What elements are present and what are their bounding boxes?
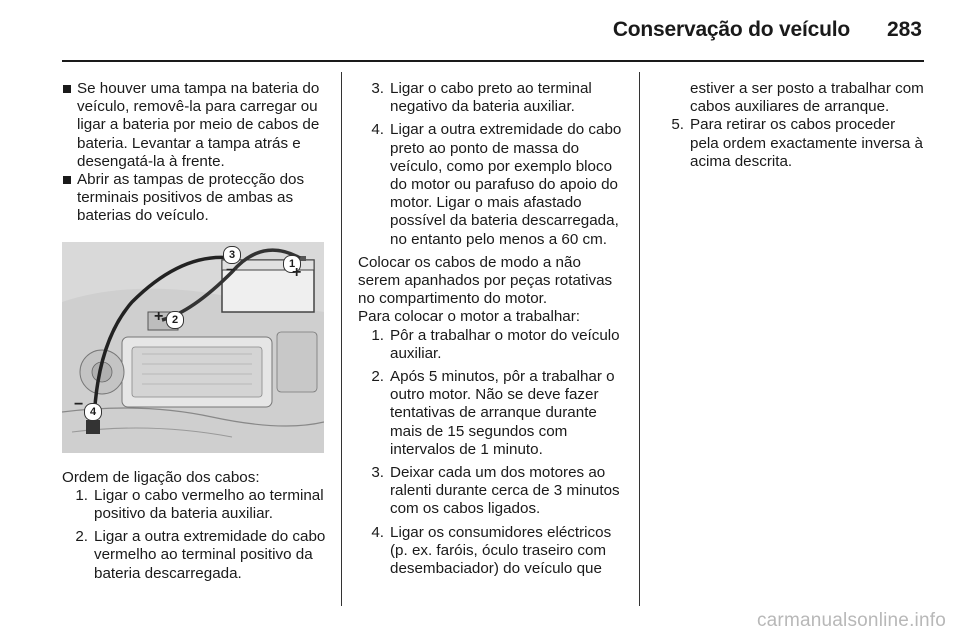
page-title: Conservação do veículo bbox=[612, 18, 850, 41]
plus-sign: + bbox=[154, 307, 164, 325]
column-1 bbox=[62, 80, 328, 588]
column-divider-1 bbox=[341, 72, 342, 606]
bullet-item: Abrir as tampas de protecção dos terminais positivos de ambas as baterias do veículo. bbox=[62, 171, 328, 226]
step-number: 3. bbox=[371, 464, 384, 482]
step-text: Ligar os consumidores eléctricos (p. ex. faróis, óculo traseiro com desembaciador) do veículo que bbox=[390, 523, 612, 578]
step-number: 2. bbox=[371, 368, 384, 386]
page-number: 283 bbox=[886, 18, 922, 41]
list-item bbox=[70, 528, 328, 583]
step-text: Para retirar os cabos proceder pela ordem exactamente inversa à acima descrita. bbox=[690, 116, 924, 170]
list-item bbox=[70, 487, 328, 523]
list-item bbox=[366, 368, 626, 459]
list-item bbox=[366, 524, 626, 579]
step-number: 3. bbox=[371, 80, 384, 97]
plus-sign: + bbox=[292, 263, 302, 281]
continued-step-text: estiver a ser posto a trabalhar com cabos auxiliares de arranque. bbox=[690, 80, 924, 116]
step-text: Ligar a outra extremidade do cabo vermelho ao terminal positivo da bateria descarregada. bbox=[94, 528, 326, 582]
step-number: 4. bbox=[371, 523, 384, 541]
callout-3: 3 bbox=[223, 246, 241, 264]
list-item bbox=[666, 116, 924, 171]
column-divider-2 bbox=[639, 72, 640, 606]
jump-start-illustration bbox=[62, 242, 324, 453]
step-text: Ligar o cabo vermelho ao terminal positivo da bateria auxiliar. bbox=[94, 486, 324, 523]
column-3 bbox=[658, 80, 924, 176]
step-text: Pôr a trabalhar o motor do veículo auxiliar. bbox=[390, 326, 620, 362]
list-item bbox=[366, 464, 626, 519]
callout-1: 1 bbox=[283, 255, 301, 273]
start-engine-intro: Para colocar o motor a trabalhar: bbox=[358, 308, 581, 326]
step-number: 4. bbox=[371, 121, 384, 139]
step-text: Deixar cada um dos motores ao ralenti durante cerca de 3 minutos com os cabos ligados. bbox=[390, 464, 620, 518]
connection-order-intro: Ordem de ligação dos cabos: bbox=[62, 468, 260, 486]
step-number: 2. bbox=[75, 528, 88, 546]
callout-4: 4 bbox=[84, 403, 102, 421]
step-number: 1. bbox=[371, 326, 384, 344]
column-2 bbox=[358, 80, 626, 583]
step-text: Ligar o cabo preto ao terminal negativo da bateria auxiliar. bbox=[390, 80, 592, 116]
step-text: Ligar a outra extremidade do cabo preto ao ponto de massa do veículo, como por exemplo bloco do motor ou parafuso do apoio do motor. Ligar o mais afastado possível da bateria descarregada, no entanto pelo menos a 60 cm. bbox=[390, 121, 622, 248]
step-text: Após 5 minutos, pôr a trabalhar o outro motor. Não se deve fazer tentativas de arranque durante mais de 15 segundos com intervalos de 1 minuto. bbox=[390, 368, 615, 458]
step-number: 5. bbox=[671, 116, 684, 134]
list-item bbox=[366, 121, 626, 248]
list-item bbox=[366, 327, 626, 363]
engine-bay-drawing bbox=[62, 242, 324, 453]
list-item bbox=[366, 80, 626, 116]
bullet-item: Se houver uma tampa na bateria do veículo, removê-la para carregar ou ligar a bateria por meio de cabos de bateria. Levantar a tampa atrás e desengatá-la à frente. bbox=[62, 80, 328, 171]
callout-2: 2 bbox=[166, 311, 184, 329]
minus-sign: − bbox=[226, 261, 236, 279]
step-number: 1. bbox=[75, 486, 88, 504]
watermark: carmanualsonline.info bbox=[756, 610, 946, 631]
header-rule bbox=[62, 60, 924, 62]
minus-sign: − bbox=[74, 395, 84, 413]
cable-placement-note: Colocar os cabos de modo a não serem apanhados por peças rotativas no compartimento do motor. bbox=[358, 253, 613, 308]
